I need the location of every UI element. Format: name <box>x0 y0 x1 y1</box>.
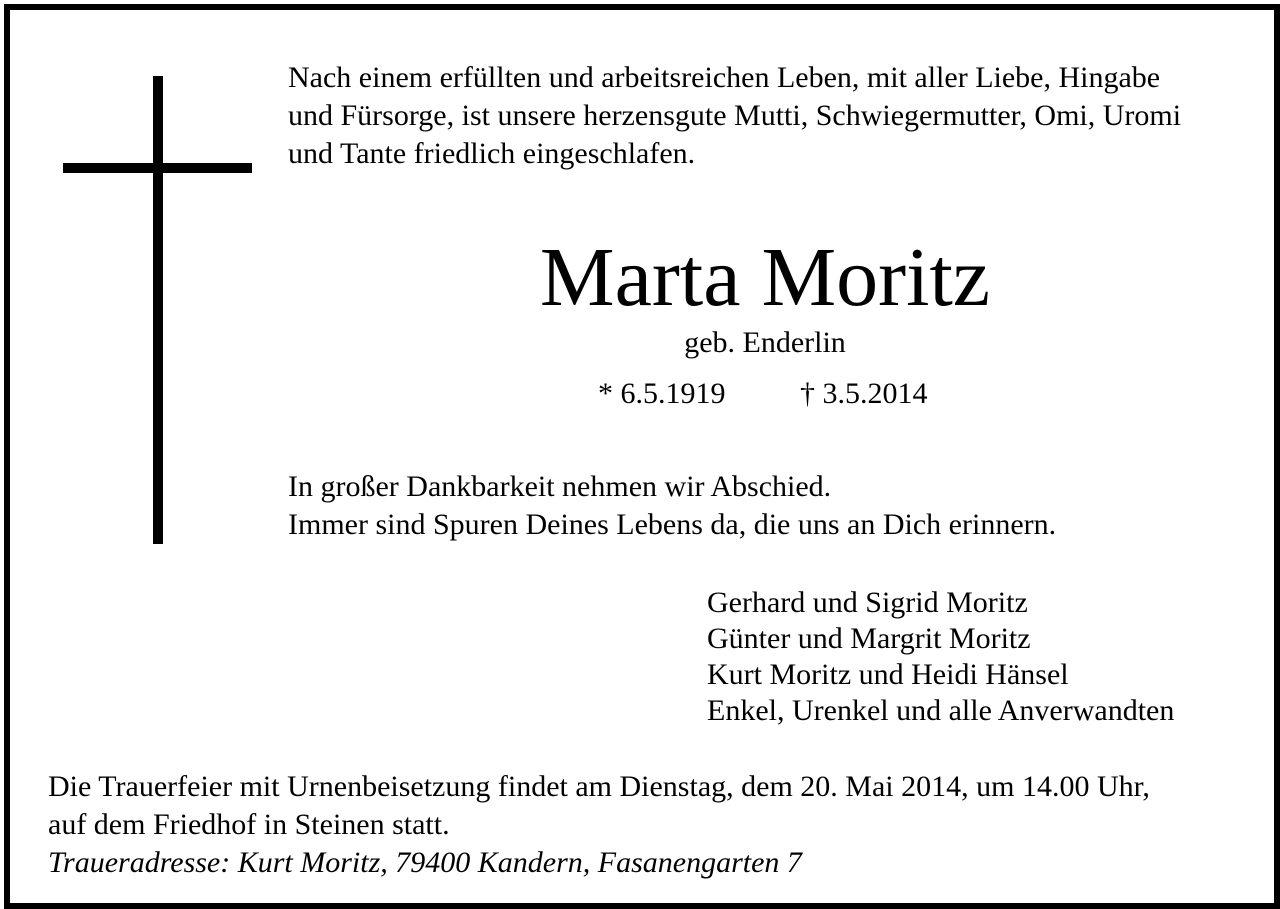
farewell-line: Immer sind Spuren Deines Lebens da, die uns an Dich erinnern. <box>288 508 1057 541</box>
intro-text <box>288 59 1181 173</box>
farewell-text <box>288 468 1056 544</box>
intro-line: und Tante friedlich eingeschlafen. <box>288 137 696 170</box>
mourner-entry: Enkel, Urenkel und alle Anverwandten <box>707 694 1175 727</box>
deceased-name: Marta Moritz <box>539 231 991 324</box>
farewell-line: In großer Dankbarkeit nehmen wir Abschied. <box>288 470 832 503</box>
mourning-address: Traueradresse: Kurt Moritz, 79400 Kandern, Fasanengarten 7 <box>48 846 802 879</box>
death-date: † 3.5.2014 <box>800 377 928 410</box>
mourner-entry: Gerhard und Sigrid Moritz <box>707 586 1028 619</box>
mourners-list <box>707 585 1174 729</box>
mourner-entry: Kurt Moritz und Heidi Hänsel <box>707 658 1069 691</box>
ceremony-info <box>48 768 1150 844</box>
ceremony-line: auf dem Friedhof in Steinen statt. <box>48 808 450 841</box>
birth-name: geb. Enderlin <box>684 326 846 359</box>
cross-horizontal-beam <box>63 163 252 173</box>
intro-line: Nach einem erfüllten und arbeitsreichen Leben, mit aller Liebe, Hingabe <box>288 61 1161 94</box>
birth-date: * 6.5.1919 <box>598 377 726 410</box>
intro-line: und Fürsorge, ist unsere herzensgute Mutti, Schwiegermutter, Omi, Uromi <box>288 99 1182 132</box>
mourner-entry: Günter und Margrit Moritz <box>707 622 1031 655</box>
ceremony-line: Die Trauerfeier mit Urnenbeisetzung findet am Dienstag, dem 20. Mai 2014, um 14.00 Uhr, <box>48 770 1150 803</box>
